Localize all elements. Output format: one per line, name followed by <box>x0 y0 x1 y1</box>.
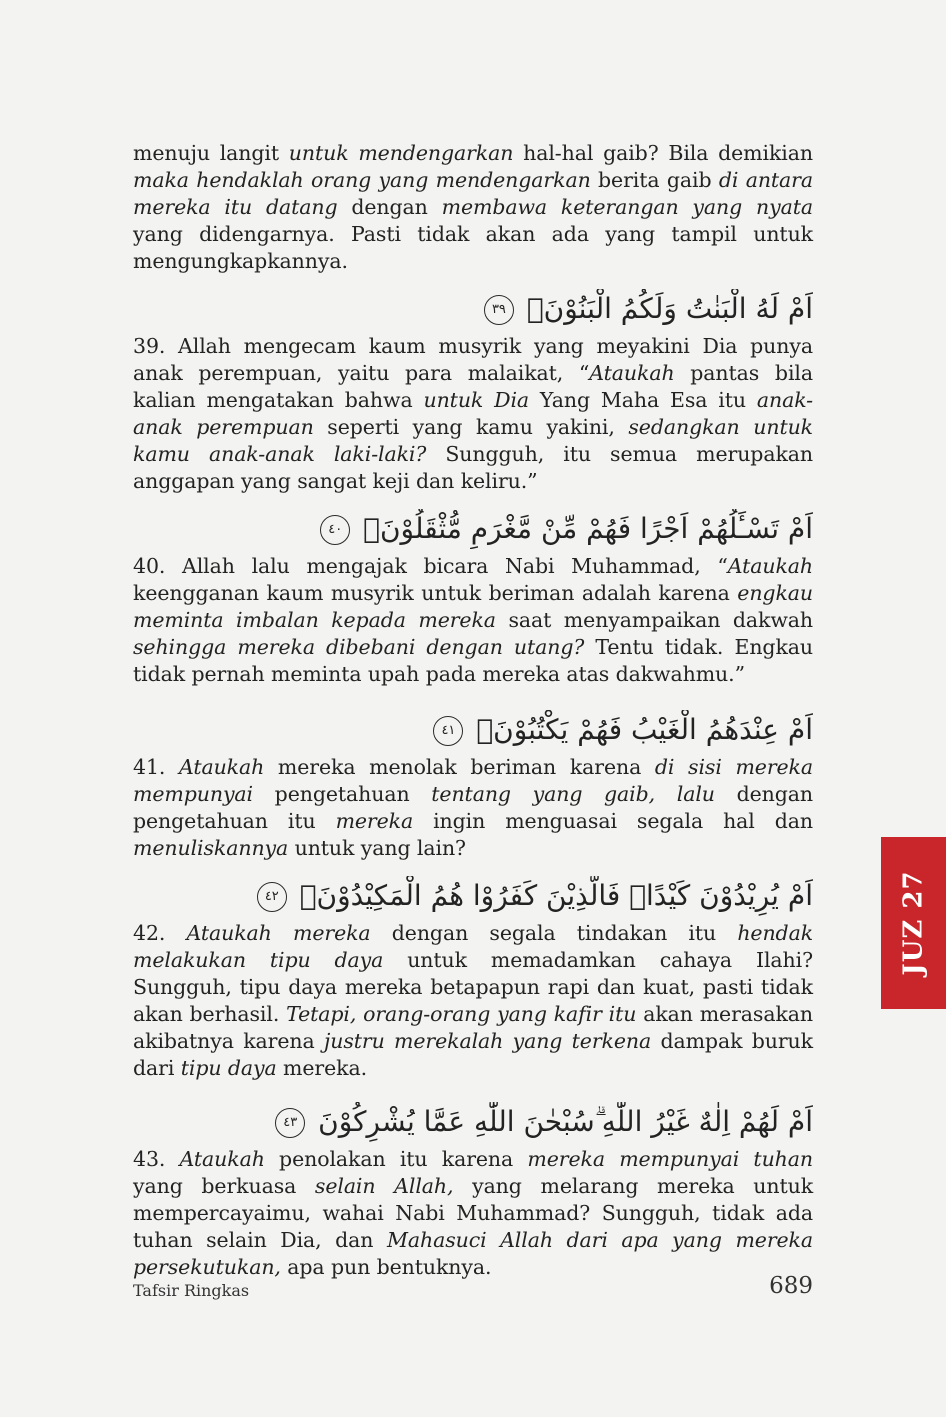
tafsir-paragraph-39: 39. Allah mengecam kaum musyrik yang meyakini Dia punya anak perempuan, yaitu para malaikat, “Ataukah pantas bila kalian mengatakan bahwa untuk Dia Yang Maha Esa itu anak-anak perempuan seperti yang kamu yakini, sedangkan untuk kamu anak-anak laki-laki? Sungguh, itu semua merupakan anggapan yang sangat keji dan keliru.” <box>133 334 814 493</box>
juz-side-tab <box>881 837 946 1009</box>
ayah-number-40: ٤٠ <box>320 515 350 545</box>
page-content <box>133 140 813 1281</box>
tafsir-paragraph-42: 42. Ataukah mereka dengan segala tindakan itu hendak melakukan tipu daya untuk memadamkan cahaya Ilahi? Sungguh, tipu daya mereka betapapun rapi dan kuat, pasti tidak akan berhasil. Tetapi, orang-orang yang kafir itu akan merasakan akibatnya karena justru merekalah yang terkena dampak buruk dari tipu daya mereka. <box>133 921 814 1080</box>
arabic-verse-39: اَمْ لَهُ الْبَنٰتُ وَلَكُمُ الْبَنُوْنَۗ ٣٩ <box>133 289 813 329</box>
ayah-number-42: ٤٢ <box>257 882 287 912</box>
arabic-verse-41: اَمْ عِنْدَهُمُ الْغَيْبُ فَهُمْ يَكْتُبُوْنَۗ ٤١ <box>133 710 813 750</box>
page-number: 689 <box>769 1273 813 1299</box>
ayah-number-39: ٣٩ <box>484 295 514 325</box>
juz-label: JUZ 27 <box>898 870 929 976</box>
ayah-number-43: ٤٣ <box>275 1108 305 1138</box>
tafsir-paragraph-40: 40. Allah lalu mengajak bicara Nabi Muhammad, “Ataukah keengganan kaum musyrik untuk beriman adalah karena engkau meminta imbalan kepada mereka saat menyampaikan dakwah sehingga mereka dibebani dengan utang? Tentu tidak. Engkau tidak pernah meminta upah pada mereka atas dakwahmu.” <box>133 554 813 686</box>
footer-book-title: Tafsir Ringkas <box>133 1281 250 1300</box>
ayah-number-41: ٤١ <box>433 716 463 746</box>
intro-paragraph: menuju langit untuk mendengarkan hal-hal gaib? Bila demikian maka hendaklah orang yang mendengarkan berita gaib di antara mereka itu datang dengan membawa keterangan yang nyata yang didengarnya. Pasti tidak akan ada yang tampil untuk mengungkapkannya. <box>133 141 814 273</box>
arabic-verse-42: اَمْ يُرِيْدُوْنَ كَيْدًاۗ فَالَّذِيْنَ كَفَرُوْا هُمُ الْمَكِيْدُوْنَۗ ٤٢ <box>133 876 813 916</box>
tafsir-paragraph-43: 43. Ataukah penolakan itu karena mereka mempunyai tuhan yang berkuasa selain Allah, yang melarang mereka untuk mempercayaimu, wahai Nabi Muhammad? Sungguh, tidak ada tuhan selain Dia, dan Mahasuci Allah dari apa yang mereka persekutukan, apa pun bentuknya. <box>133 1147 814 1279</box>
tafsir-paragraph-41: 41. Ataukah mereka menolak beriman karena di sisi mereka mempunyai pengetahuan tentang yang gaib, lalu dengan pengetahuan itu mereka ingin menguasai segala hal dan menuliskannya untuk yang lain? <box>133 755 813 860</box>
arabic-verse-40: اَمْ تَسْـَٔلُهُمْ اَجْرًا فَهُمْ مِّنْ مَّغْرَمٍ مُّثْقَلُوْنَۗ ٤٠ <box>133 509 813 549</box>
arabic-verse-43: اَمْ لَهُمْ اِلٰهٌ غَيْرُ اللّٰهِ ۗسُبْحٰنَ اللّٰهِ عَمَّا يُشْرِكُوْنَ ٤٣ <box>133 1102 813 1142</box>
